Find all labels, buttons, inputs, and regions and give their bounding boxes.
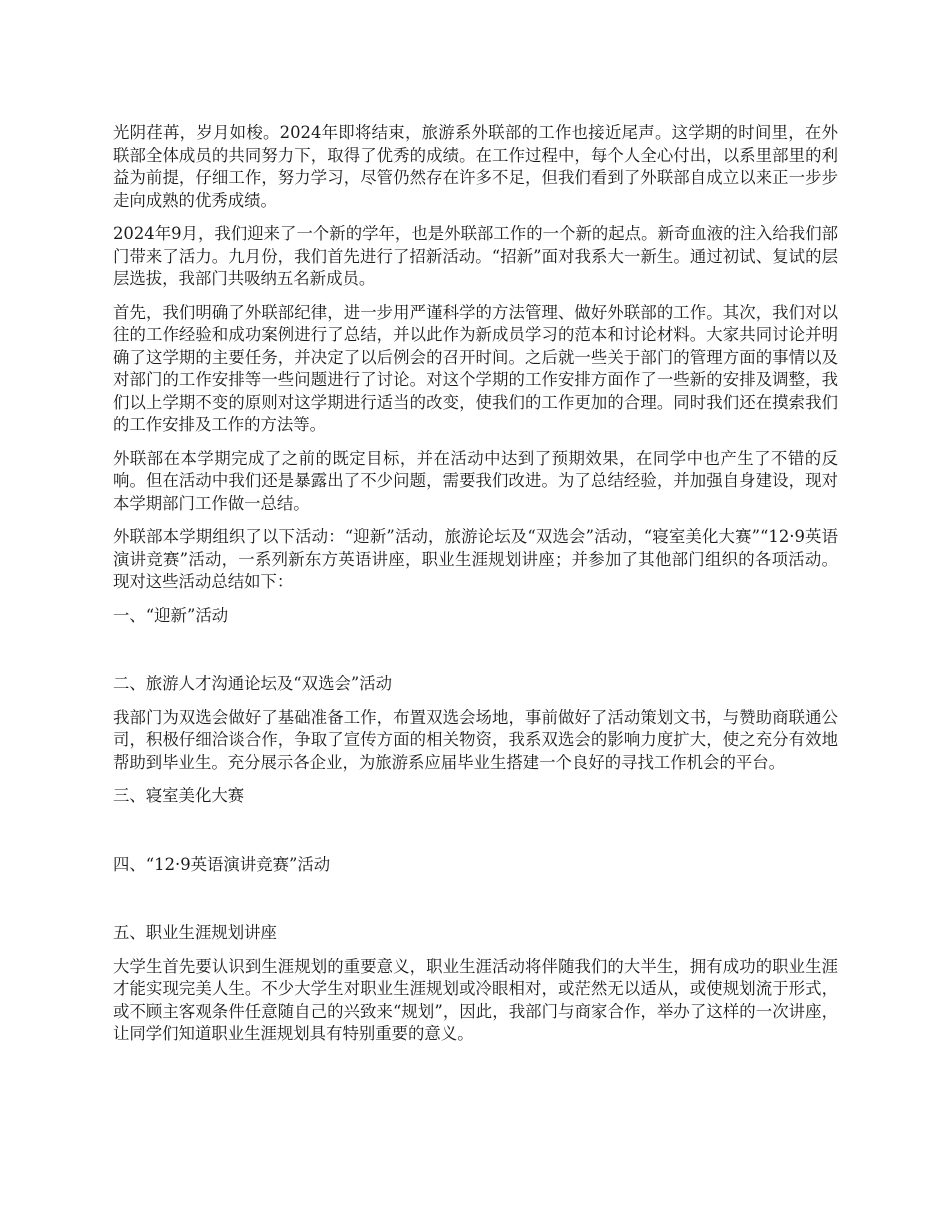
intro-paragraph: 光阴荏苒，岁月如梭。2024年即将结束，旅游系外联部的工作也接近尾声。这学期的时间里，在外联部全体成员的共同努力下，取得了优秀的成绩。在工作过程中，每个人全心付出，以系里部里的利益为前提，仔细工作，努力学习，尽管仍然存在许多不足，但我们看到了外联部自成立以来正一步步走向成熟的优秀成绩。 <box>113 123 838 210</box>
job-fair-paragraph: 我部门为双选会做好了基础准备工作，布置双选会场地，事前做好了活动策划文书，与赞助商联通公司，积极仔细洽谈合作，争取了宣传方面的相关物资，我系双选会的影响力度扩大，使之充分有效地帮助到毕业生。充分展示各企业，为旅游系应届毕业生搭建一个良好的寻找工作机会的平台。 <box>113 707 838 772</box>
section-heading-speech-contest: 四、“12·9英语演讲竞赛”活动 <box>113 854 331 874</box>
section-heading-dorm-contest: 三、寝室美化大赛 <box>113 786 245 805</box>
section-spacer <box>113 887 838 922</box>
section-heading-job-fair: 二、旅游人才沟通论坛及“双选会”活动 <box>113 674 393 693</box>
goals-paragraph: 外联部在本学期完成了之前的既定目标，并在活动中达到了预期效果，在同学中也产生了不错的反响。但在活动中我们还是暴露出了不少问题，需要我们改进。为了总结经验，并加强自身建设，现对本学期部门工作做一总结。 <box>113 448 838 513</box>
section-spacer <box>113 819 838 854</box>
new-semester-paragraph: 2024年9月，我们迎来了一个新的学年，也是外联部工作的一个新的起点。新奇血液的注入给我们部门带来了活力。九月份，我们首先进行了招新活动。“招新”面对我系大一新生。通过初试、复试的层层选拔，我部门共吸纳五名新成员。 <box>113 224 838 288</box>
career-lecture-paragraph: 大学生首先要认识到生涯规划的重要意义，职业生涯活动将伴随我们的大半生，拥有成功的职业生涯才能实现完美人生。不少大学生对职业生涯规划或冷眼相对，或茫然无以适从，或使规划流于形式，或不顾主客观条件任意随自己的兴致来“规划”，因此，我部门与商家合作，举办了这样的一次讲座，让同学们知道职业生涯规划具有特别重要的意义。 <box>113 956 838 1043</box>
activities-paragraph: 外联部本学期组织了以下活动：“迎新”活动，旅游论坛及“双选会”活动，“寝室美化大赛”“12·9英语演讲竞赛”活动，一系列新东方英语讲座，职业生涯规划讲座；并参加了其他部门组织的各项活动。现对这些活动总结如下： <box>113 527 838 591</box>
discipline-paragraph: 首先，我们明确了外联部纪律，进一步用严谨科学的方法管理、做好外联部的工作。其次，我们对以往的工作经验和成功案例进行了总结，并以此作为新成员学习的范本和讨论材料。大家共同讨论并明确了这学期的主要任务，并决定了以后例会的召开时间。之后就一些关于部门的管理方面的事情以及对部门的工作安排等一些问题进行了讨论。对这个学期的工作安排方面作了一些新的安排及调整，我们以上学期不变的原则对这学期进行适当的改变，使我们的工作更加的合理。同时我们还在摸索我们的工作安排及工作的方法等。 <box>113 302 838 434</box>
section-heading-welcome: 一、“迎新”活动 <box>113 605 229 625</box>
section-heading-career-lecture: 五、职业生涯规划讲座 <box>113 923 277 942</box>
section-spacer <box>113 638 838 673</box>
